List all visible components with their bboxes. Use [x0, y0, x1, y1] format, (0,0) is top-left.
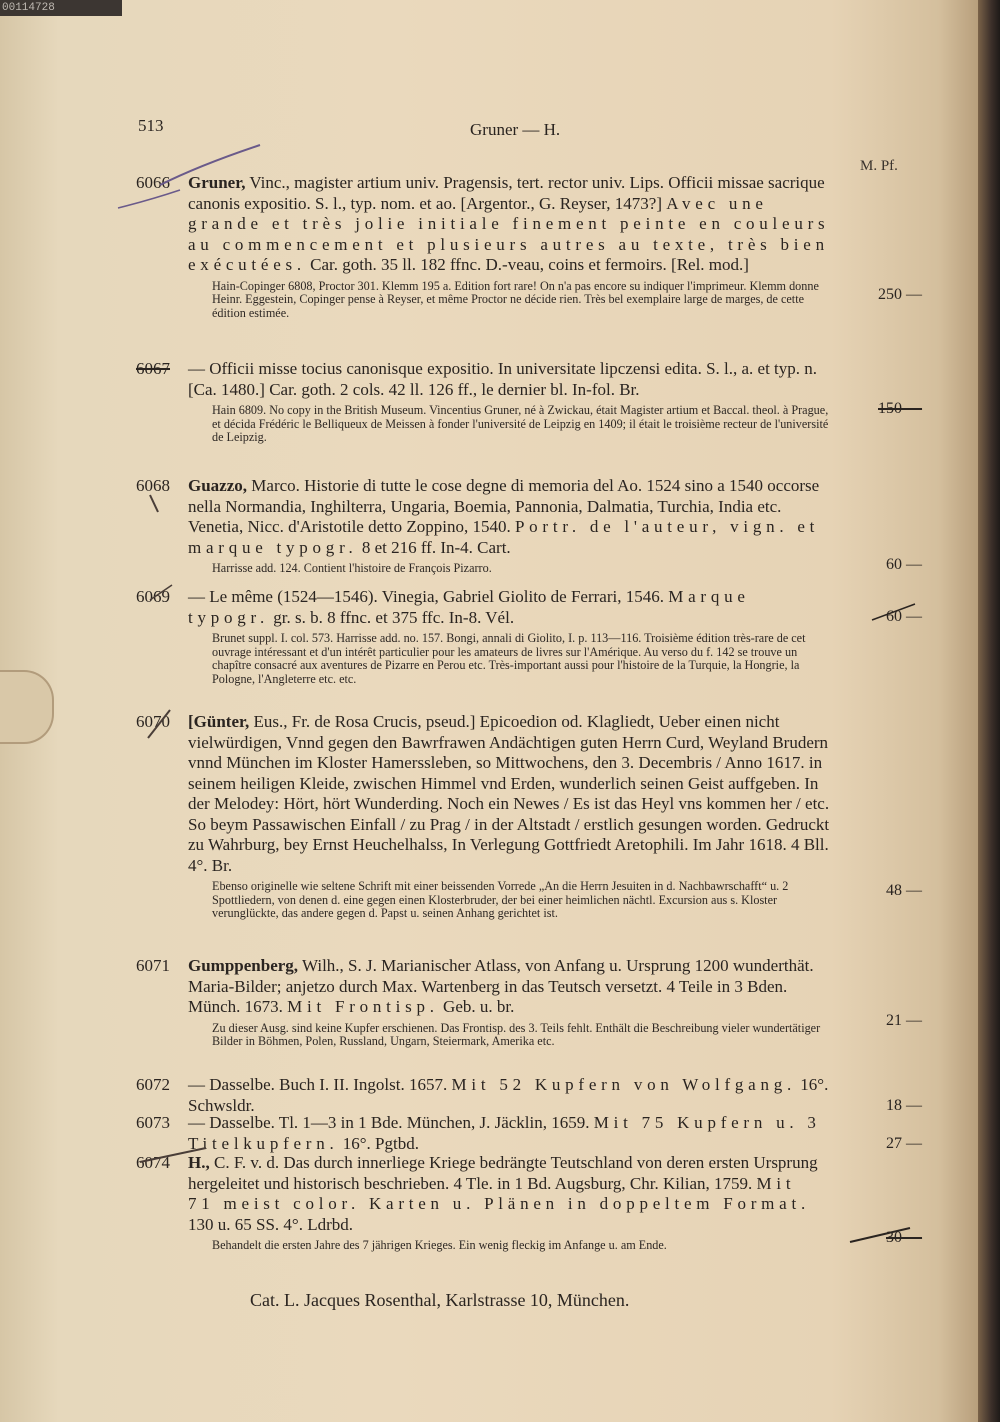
- entry-tail: Geb. u. br.: [438, 997, 515, 1016]
- entry-price: 30 —: [886, 1229, 922, 1246]
- entry-number: 6068: [136, 476, 170, 495]
- entry-body: — Le même (1524—1546). Vinegia, Gabriel Giolito de Ferrari, 1546.: [188, 587, 669, 606]
- entry-body: C. F. v. d. Das durch innerliege Kriege bedrängte Teutschland von deren ersten Ursprung hergeleitet und historisch beschrieben. 4 Tle. in 1 Bd. Augsburg, Chr. Kilian, 1759.: [188, 1153, 818, 1193]
- entry-author: [Günter,: [188, 712, 250, 731]
- catalog-entry: [136, 1075, 922, 1116]
- entry-note: Brunet suppl. I. col. 573. Harrisse add. no. 157. Bongi, annali di Giolito, I. p. 113—116. Troisième édition très-rare de cet ouvrage intéressant et d'un intérêt particulier pour les amateurs de livres sur l'Amérique. Au verso du f. 142 se trouve un chapître consacré aux aventures de Pizarre en Perou etc. Très-important aussi pour l'histoire de la Turquie, la Hongrie, la Pologne, l'Angleterre etc. etc.: [212, 631, 806, 686]
- entry-spaced: Mit 71 meist color. Karten u. Plänen in doppeltem Format.: [188, 1173, 810, 1213]
- catalog-entry: [136, 1113, 922, 1154]
- entry-price: 60 —: [886, 556, 922, 573]
- entry-text: [188, 1153, 830, 1235]
- entry-note: Behandelt die ersten Jahre des 7 jährigen Krieges. Ein wenig fleckig im Anfange u. am Ende.: [212, 1238, 667, 1252]
- entry-body: Vinc., magister artium univ. Pragensis, tert. rector univ. Lips. Officii missae sacrique canonis expositio. S. l., typ. nom. et ao. [Argentor., G. Reyser, 1473?]: [188, 173, 825, 213]
- entry-text: [188, 359, 830, 400]
- catalog-footer: Cat. L. Jacques Rosenthal, Karlstrasse 10, München.: [250, 1290, 630, 1310]
- entry-tail: 8 et 216 ff. In-4. Cart.: [357, 537, 511, 557]
- entry-body: Wilh., S. J. Marianischer Atlass, von Anfang u. Ursprung 1200 wunderthät. Maria-Bilder; anjetzo durch Max. Wartenberg in das Teutsch versetzt. 4 Teile in 3 Bden. Münch. 1673.: [188, 956, 814, 1016]
- entry-note: Ebenso originelle wie seltene Schrift mit einer beissenden Vorrede „An die Herrn Jesuiten in d. Nachbawrschafft“ u. 2 Spottliedern, von denen d. eine gegen einen Klosterbruder, der bei einer heimlichen nächtl. Excursion aus s. Kloster verunglückte, das andere gegen d. Papst u. seinen Anhang gerichtet ist.: [212, 879, 789, 920]
- entry-tail: Car. goth. 35 ll. 182 ffnc. D.-veau, coins et fermoirs. [Rel. mod.]: [305, 255, 749, 274]
- entry-note: Harrisse add. 124. Contient l'histoire de François Pizarro.: [212, 561, 492, 575]
- running-head: Gruner — H.: [470, 120, 561, 139]
- entry-number: 6066: [136, 173, 170, 192]
- entry-body: — Dasselbe. Tl. 1—3 in 1 Bde. München, J. Jäcklin, 1659.: [188, 1113, 594, 1132]
- entry-number: 6067: [136, 359, 170, 378]
- entry-price: 27 —: [886, 1135, 922, 1152]
- entry-text: [188, 712, 830, 876]
- page-number: 513: [138, 116, 164, 135]
- entry-author: Gruner,: [188, 173, 246, 192]
- catalog-entry: [136, 712, 922, 921]
- entry-text: [188, 587, 830, 628]
- entry-text: [188, 956, 830, 1018]
- entry-text: [188, 476, 830, 558]
- entry-price: 21 —: [886, 1012, 922, 1029]
- entry-price: 250 —: [878, 286, 922, 303]
- entry-note: Zu dieser Ausg. sind keine Kupfer erschienen. Das Frontisp. des 3. Teils fehlt. Enthält die Beschreibung vieler wundertätiger Bilder in Böhmen, Polen, Russland, Ungarn, Steiermark, Amerika etc.: [212, 1020, 821, 1048]
- corner-label: 00114728: [0, 0, 122, 16]
- entry-author: H.,: [188, 1153, 210, 1172]
- entry-number: 6073: [136, 1113, 170, 1132]
- catalog-entry: [136, 587, 922, 686]
- page-tab-marker: [0, 670, 54, 744]
- entry-body: Marco. Historie di tutte le cose degne di memoria del Ao. 1524 sino a 1540 occorse nella Normandia, Inghilterra, Ungaria, Boemia, Pannonia, Dalmatia, Turchia, India etc. Venetia, Nicc. d'Aristotile detto Zoppino, 1540.: [188, 476, 820, 536]
- entry-text: [188, 1075, 830, 1116]
- entry-body: — Dasselbe. Buch I. II. Ingolst. 1657.: [188, 1075, 452, 1094]
- entry-spaced: Portr. de l'auteur, vign. et marque typogr.: [188, 517, 820, 557]
- entry-tail: 16°. Pgtbd.: [338, 1133, 419, 1153]
- catalog-entry: [136, 476, 922, 576]
- entry-price: 18 —: [886, 1097, 922, 1114]
- entry-number: 6072: [136, 1075, 170, 1094]
- book-spine: [978, 0, 1000, 1422]
- catalog-entry: [136, 173, 922, 320]
- catalog-entry: [136, 956, 922, 1049]
- entry-spaced: Mit 75 Kupfern u. 3 Titelkupfern.: [188, 1113, 821, 1153]
- currency-header: M. Pf.: [860, 158, 898, 174]
- entry-tail: 16°. Schwsldr.: [188, 1075, 829, 1115]
- entry-body: — Officii misse tocius canonisque expositio. In universitate lipczensi edita. S. l., a. et typ. n. [Ca. 1480.] Car. goth. 2 cols. 42 ll. 126 ff., le dernier bl. In-fol. Br.: [188, 359, 818, 399]
- entry-number: 6074: [136, 1153, 170, 1172]
- entry-price: 48 —: [886, 882, 922, 899]
- entry-price: 60 —: [886, 608, 922, 625]
- entry-tail: 130 u. 65 SS. 4°. Ldrbd.: [188, 1214, 354, 1234]
- entry-spaced: Marque typogr.: [188, 587, 750, 627]
- entry-tail: gr. s. b. 8 ffnc. et 375 ffc. In-8. Vél.: [269, 607, 515, 627]
- entry-author: Gumppenberg,: [188, 956, 299, 975]
- entry-spaced: Avec une grande et très jolie initiale finement peinte en couleurs au commencement et plusieurs autres au texte, très bien exécutées.: [188, 193, 830, 274]
- entry-text: [188, 1113, 830, 1154]
- entry-note: Hain-Copinger 6808, Proctor 301. Klemm 195 a. Edition fort rare! On n'a pas encore su indiquer l'imprimeur. Klemm donne Heinr. Eggestein, Copinger pense à Reyser, et même Proctor ne décide rien. Très bel exemplaire large de marges, de cette édition estimée.: [212, 278, 819, 320]
- entry-number: 6071: [136, 956, 170, 975]
- entry-body: Eus., Fr. de Rosa Crucis, pseud.] Epicoedion od. Klagliedt, Ueber einen nicht vielwürdigen, Vnnd gegen den Bawrfrawen Andächtigen guten Herrn Curd, Weyland Brudern vnnd München im Kloster Hamerssleben, so Mittwochens, den 3. Decembris / Anno 1617. in seinem heiligen Kleide, zwischen Himmel vnd Erden, wunderlich seinen Geist auffgeben. In der Melodey: Hört, hört Wunderding. Noch ein Newes / Es ist das Heyl vns kommen her / etc. So beym Passawischen Einfall / zu Prag / in der Altstadt / erstlich gesungen worden. Gedruckt zu Wahrburg, bey Ernst Heuchelhalss, In Verlegung Gottfriedt Aretophili. Im Jahr 1618. 4 Bll. 4°. Br.: [188, 712, 830, 875]
- catalog-entry: [136, 359, 922, 445]
- entry-note: Hain 6809. No copy in the British Museum. Vincentius Gruner, né à Zwickau, était Magister artium et Baccal. theol. à Prague, et décida Frédéric le Belliqueux de Meissen à fonder l'université de Leipzig en 1409; il était le troisième recteur de l'université de Leipzig.: [212, 403, 829, 444]
- catalog-entry: [136, 1153, 922, 1253]
- entry-number: 6070: [136, 712, 170, 731]
- entry-price: 150 —: [878, 400, 922, 417]
- entry-text: [188, 173, 830, 276]
- entry-author: Guazzo,: [188, 476, 248, 495]
- entry-spaced: Mit 52 Kupfern von Wolfgang.: [451, 1075, 797, 1094]
- entry-number: 6069: [136, 587, 170, 606]
- entry-spaced: Mit Frontisp.: [287, 997, 439, 1016]
